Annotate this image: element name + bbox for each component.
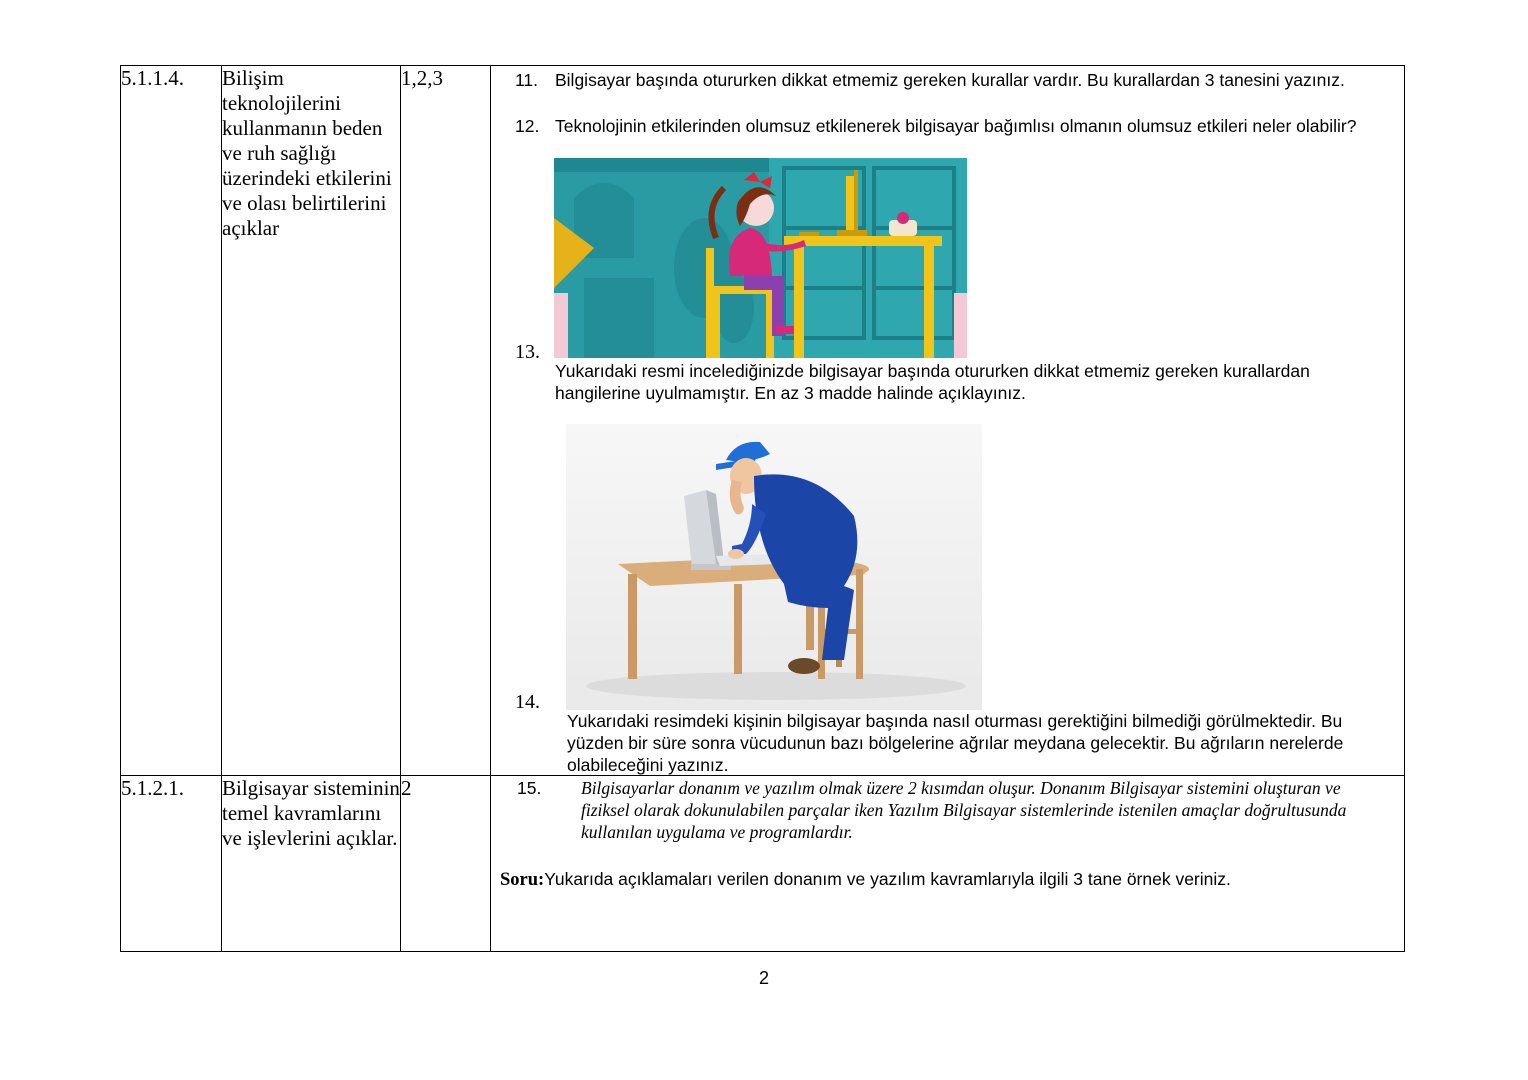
question-number: 13. <box>515 341 540 363</box>
soru-text: Yukarıda açıklamaları verilen donanım ve yazılım kavramlarıyla ilgili 3 tane örnek veriniz. <box>544 869 1231 889</box>
cognitive-level: 2 <box>401 776 491 952</box>
question-text: Yukarıdaki resimdeki kişinin bilgisayar başında nasıl oturması gerektiğini bilmediği görülmektedir. Bu yüzden bir süre sonra vücudunun bazı bölgelerine ağrılar meydana gelecektir. Bu ağrıların nerelerde olabileceğini yazınız. <box>567 711 1344 775</box>
outcome-description: Bilişim teknolojilerini kullanmanın beden ve ruh sağlığı üzerindeki etkilerini ve olası belirtilerini açıklar <box>222 66 401 776</box>
questions-cell <box>491 776 1405 952</box>
question-number: 12. <box>515 116 540 136</box>
man-at-computer-illustration <box>566 424 982 710</box>
soru-label: Soru: <box>500 870 545 890</box>
question-text: Bilgisayarlar donanım ve yazılım olmak üzere 2 kısımdan oluşur. Donanım Bilgisayar sistemini oluşturan ve fiziksel olarak dokunulabilen parçalar iken Yazılım Bilgisayar sistemlerinde istenilen amaçlar doğrultusunda kullanılan uygulama ve programlardır. <box>581 778 1347 842</box>
question-number: 14. <box>515 691 540 713</box>
table-row <box>121 776 1405 952</box>
outcome-description: Bilgisayar sisteminin temel kavramlarını ve işlevlerini açıklar. <box>222 776 401 952</box>
curriculum-table <box>120 65 1405 952</box>
cognitive-level: 1,2,3 <box>401 66 491 776</box>
questions-cell <box>491 66 1405 776</box>
question-text: Bilgisayar başında otururken dikkat etmemiz gereken kurallar vardır. Bu kurallardan 3 tanesini yazınız. <box>555 70 1345 90</box>
question-number: 11. <box>515 70 539 90</box>
question-number: 15. <box>517 778 542 798</box>
question-text: Yukarıdaki resmi incelediğinizde bilgisayar başında otururken dikkat etmemiz gereken kurallardan hangilerine uyulmamıştır. En az 3 madde halinde açıklayınız. <box>555 361 1310 403</box>
girl-at-computer-illustration <box>554 158 967 358</box>
outcome-code: 5.1.1.4. <box>121 66 222 776</box>
outcome-code: 5.1.2.1. <box>121 776 222 952</box>
question-text: Teknolojinin etkilerinden olumsuz etkilenerek bilgisayar bağımlısı olmanın olumsuz etkileri neler olabilir? <box>555 116 1357 136</box>
table-row <box>121 66 1405 776</box>
soru-line <box>500 868 1400 891</box>
page-number: 2 <box>758 968 769 988</box>
